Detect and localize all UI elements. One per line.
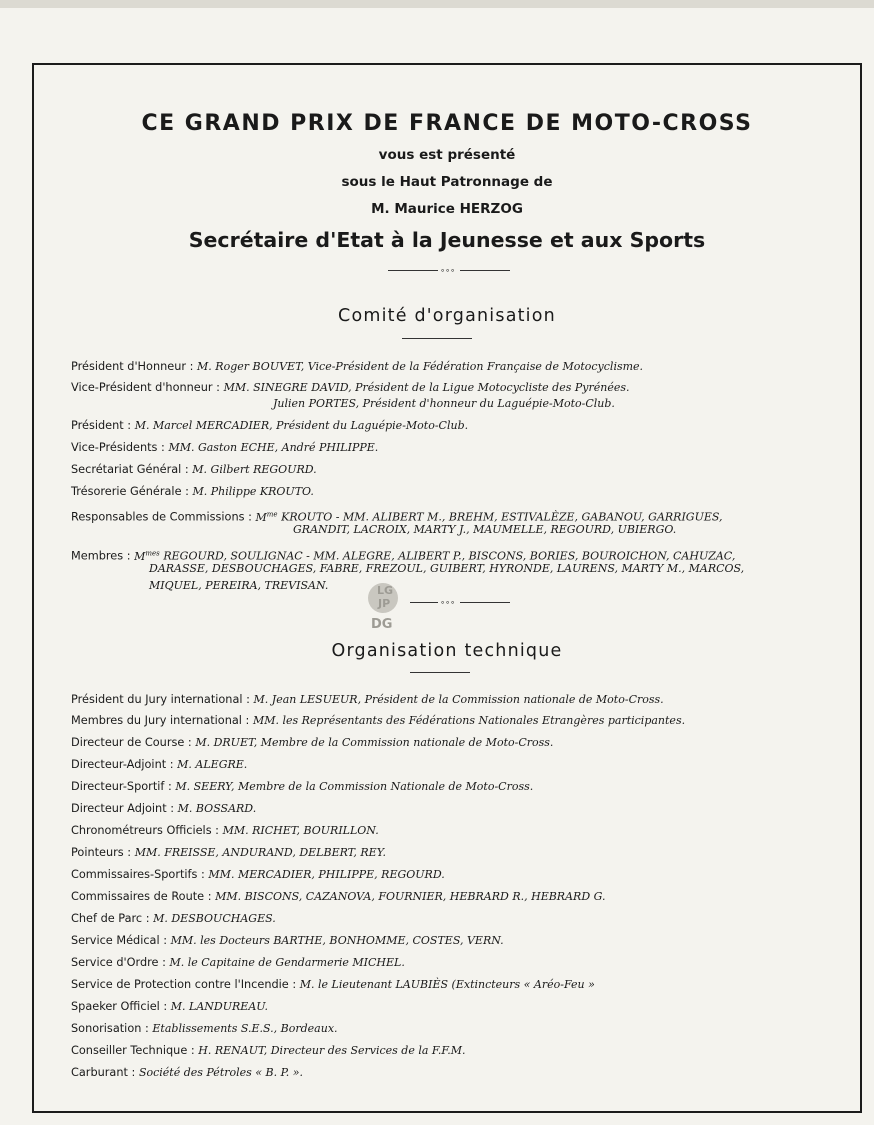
entry-value: M. le Lieutenant LAUBIÈS (Extincteurs « Aréo-Feu »	[299, 978, 595, 991]
entry-label: Commissaires de Route :	[71, 890, 212, 903]
tech-entry	[71, 823, 841, 839]
entry-label: Spaeker Officiel :	[71, 1000, 168, 1013]
entry-label: Vice-Président d'honneur :	[71, 381, 220, 394]
page-top-edge	[0, 0, 874, 8]
heading-underline	[402, 338, 472, 339]
entry-label: Sonorisation :	[71, 1022, 149, 1035]
entry-secretariat	[71, 462, 841, 478]
tech-entry	[71, 757, 841, 773]
page-title: CE GRAND PRIX DE FRANCE DE MOTO-CROSS	[141, 111, 753, 136]
tech-entry	[71, 955, 841, 971]
stamp-letters: DG	[371, 617, 393, 632]
entry-label: Carburant :	[71, 1066, 136, 1079]
entry-label: Trésorerie Générale :	[71, 485, 189, 498]
entry-value: KROUTO - MM. ALIBERT M., BREHM, ESTIVALÈZE, GABANOU, GARRIGUES,	[281, 510, 723, 524]
entry-value: M. Marcel MERCADIER, Président du Laguépie-Moto-Club.	[134, 419, 469, 432]
entry-label: Service d'Ordre :	[71, 956, 166, 969]
entry-label: Chef de Parc :	[71, 912, 150, 925]
entry-label: Directeur-Sportif :	[71, 780, 172, 793]
tech-entry	[71, 779, 841, 795]
entry-value: M. le Capitaine de Gendarmerie MICHEL.	[169, 956, 405, 969]
entry-vice-president-honneur	[71, 380, 841, 396]
entry-membres: Membres : $M^{mes}$ REGOURD, SOULIGNAC - MM. ALEGRE, ALIBERT P., BISCONS, BORIES, BOUROICHON, CAHUZAC,	[71, 549, 736, 563]
heading-underline	[410, 672, 470, 673]
subtitle-patronage: sous le Haut Patronnage de	[341, 174, 553, 190]
tech-entry	[71, 977, 841, 993]
tech-entry	[71, 1043, 841, 1059]
entry-label: Conseiller Technique :	[71, 1044, 195, 1057]
entry-label: Président :	[71, 419, 132, 432]
ornament-divider: ∘∘∘	[410, 598, 510, 608]
tech-entry	[71, 713, 841, 729]
entry-label: Membres du Jury international :	[71, 714, 250, 727]
entry-continuation: GRANDIT, LACROIX, MARTY J., MAUMELLE, REGOURD, UBIERGO.	[293, 523, 677, 536]
patron-name: M. Maurice HERZOG	[371, 201, 523, 217]
subtitle-presented: vous est présenté	[378, 147, 516, 163]
tech-entry	[71, 1021, 841, 1037]
ornament-divider: ∘∘∘	[388, 266, 510, 276]
entry-value: MM. BISCONS, CAZANOVA, FOURNIER, HEBRARD R., HEBRARD G.	[215, 890, 606, 903]
tech-entry	[71, 692, 841, 708]
entry-label: Secrétariat Général :	[71, 463, 189, 476]
entry-tresorerie	[71, 484, 841, 500]
entry-label: Directeur de Course :	[71, 736, 192, 749]
stamp-letters: JP	[378, 597, 391, 610]
tech-entry	[71, 801, 841, 817]
entry-value: M. DRUET, Membre de la Commission nationale de Moto-Cross.	[195, 736, 554, 749]
entry-label: Chronométreurs Officiels :	[71, 824, 219, 837]
entry-label: Commissaires-Sportifs :	[71, 868, 205, 881]
entry-label: Président d'Honneur :	[71, 360, 194, 373]
entry-value: REGOURD, SOULIGNAC - MM. ALEGRE, ALIBERT P., BISCONS, BORIES, BOUROICHON, CAHUZAC,	[163, 549, 736, 563]
patron-title: Secrétaire d'Etat à la Jeunesse et aux Sports	[188, 228, 706, 252]
entry-value: M. Philippe KROUTO.	[192, 485, 314, 498]
tech-entry	[71, 845, 841, 861]
entry-continuation: DARASSE, DESBOUCHAGES, FABRE, FREZOUL, GUIBERT, HYRONDE, LAURENS, MARTY M., MARCOS,	[149, 562, 745, 575]
entry-value: MM. SINEGRE DAVID, Président de la Ligue Motocycliste des Pyrénées.	[223, 381, 630, 394]
section-heading-technique: Organisation technique	[331, 641, 563, 661]
entry-value: MM. les Représentants des Fédérations Nationales Etrangères participantes.	[252, 714, 686, 727]
entry-label: Membres :	[71, 549, 131, 563]
entry-value: H. RENAUT, Directeur des Services de la F.F.M.	[198, 1044, 466, 1057]
tech-entry	[71, 933, 841, 949]
entry-label: Service Médical :	[71, 934, 168, 947]
entry-vice-presidents	[71, 440, 841, 456]
entry-label: Responsables de Commissions :	[71, 510, 252, 524]
entry-label: Directeur Adjoint :	[71, 802, 175, 815]
tech-entry	[71, 735, 841, 751]
entry-continuation: MIQUEL, PEREIRA, TREVISAN.	[149, 579, 329, 592]
entry-value: M. LANDUREAU.	[170, 1000, 269, 1013]
entry-value: Etablissements S.E.S., Bordeaux.	[152, 1022, 338, 1035]
title-superscript: mes	[145, 549, 160, 557]
entry-responsables: Responsables de Commissions : $M^{me}$ KROUTO - MM. ALIBERT M., BREHM, ESTIVALÈZE, GABANOU, GARRIGUES,	[71, 510, 723, 524]
entry-value: M. Gilbert REGOURD.	[192, 463, 317, 476]
entry-value: M. Roger BOUVET, Vice-Président de la Fédération Française de Motocyclisme.	[197, 360, 644, 373]
entry-value: Société des Pétroles « B. P. ».	[138, 1066, 303, 1079]
entry-value: MM. Gaston ECHE, André PHILIPPE.	[168, 441, 379, 454]
entry-value: MM. RICHET, BOURILLON.	[222, 824, 379, 837]
entry-value: MM. FREISSE, ANDURAND, DELBERT, REY.	[134, 846, 387, 859]
entry-value: M. SEERY, Membre de la Commission Nationale de Moto-Cross.	[175, 780, 534, 793]
tech-entry	[71, 911, 841, 927]
tech-entry	[71, 889, 841, 905]
entry-continuation: Julien PORTES, Président d'honneur du Laguépie-Moto-Club.	[273, 397, 615, 410]
tech-entry	[71, 1065, 841, 1081]
entry-label: Vice-Présidents :	[71, 441, 165, 454]
section-heading-comite: Comité d'organisation	[338, 306, 556, 326]
tech-entry	[71, 867, 841, 883]
entry-value: M. ALEGRE.	[177, 758, 248, 771]
entry-president-honneur	[71, 359, 841, 375]
stamp-logo	[368, 583, 406, 635]
entry-president	[71, 418, 841, 434]
stamp-letters: LG	[377, 584, 394, 597]
entry-value: MM. MERCADIER, PHILIPPE, REGOURD.	[208, 868, 445, 881]
entry-label: Directeur-Adjoint :	[71, 758, 174, 771]
title-superscript: me	[266, 510, 278, 518]
entry-label: Pointeurs :	[71, 846, 132, 859]
entry-value: MM. les Docteurs BARTHE, BONHOMME, COSTES, VERN.	[170, 934, 504, 947]
entry-value: M. Jean LESUEUR, Président de la Commission nationale de Moto-Cross.	[253, 693, 664, 706]
entry-label: Président du Jury international :	[71, 693, 250, 706]
entry-value: M. BOSSARD.	[177, 802, 257, 815]
tech-entry	[71, 999, 841, 1015]
entry-value: M. DESBOUCHAGES.	[153, 912, 276, 925]
entry-label: Service de Protection contre l'Incendie :	[71, 978, 297, 991]
